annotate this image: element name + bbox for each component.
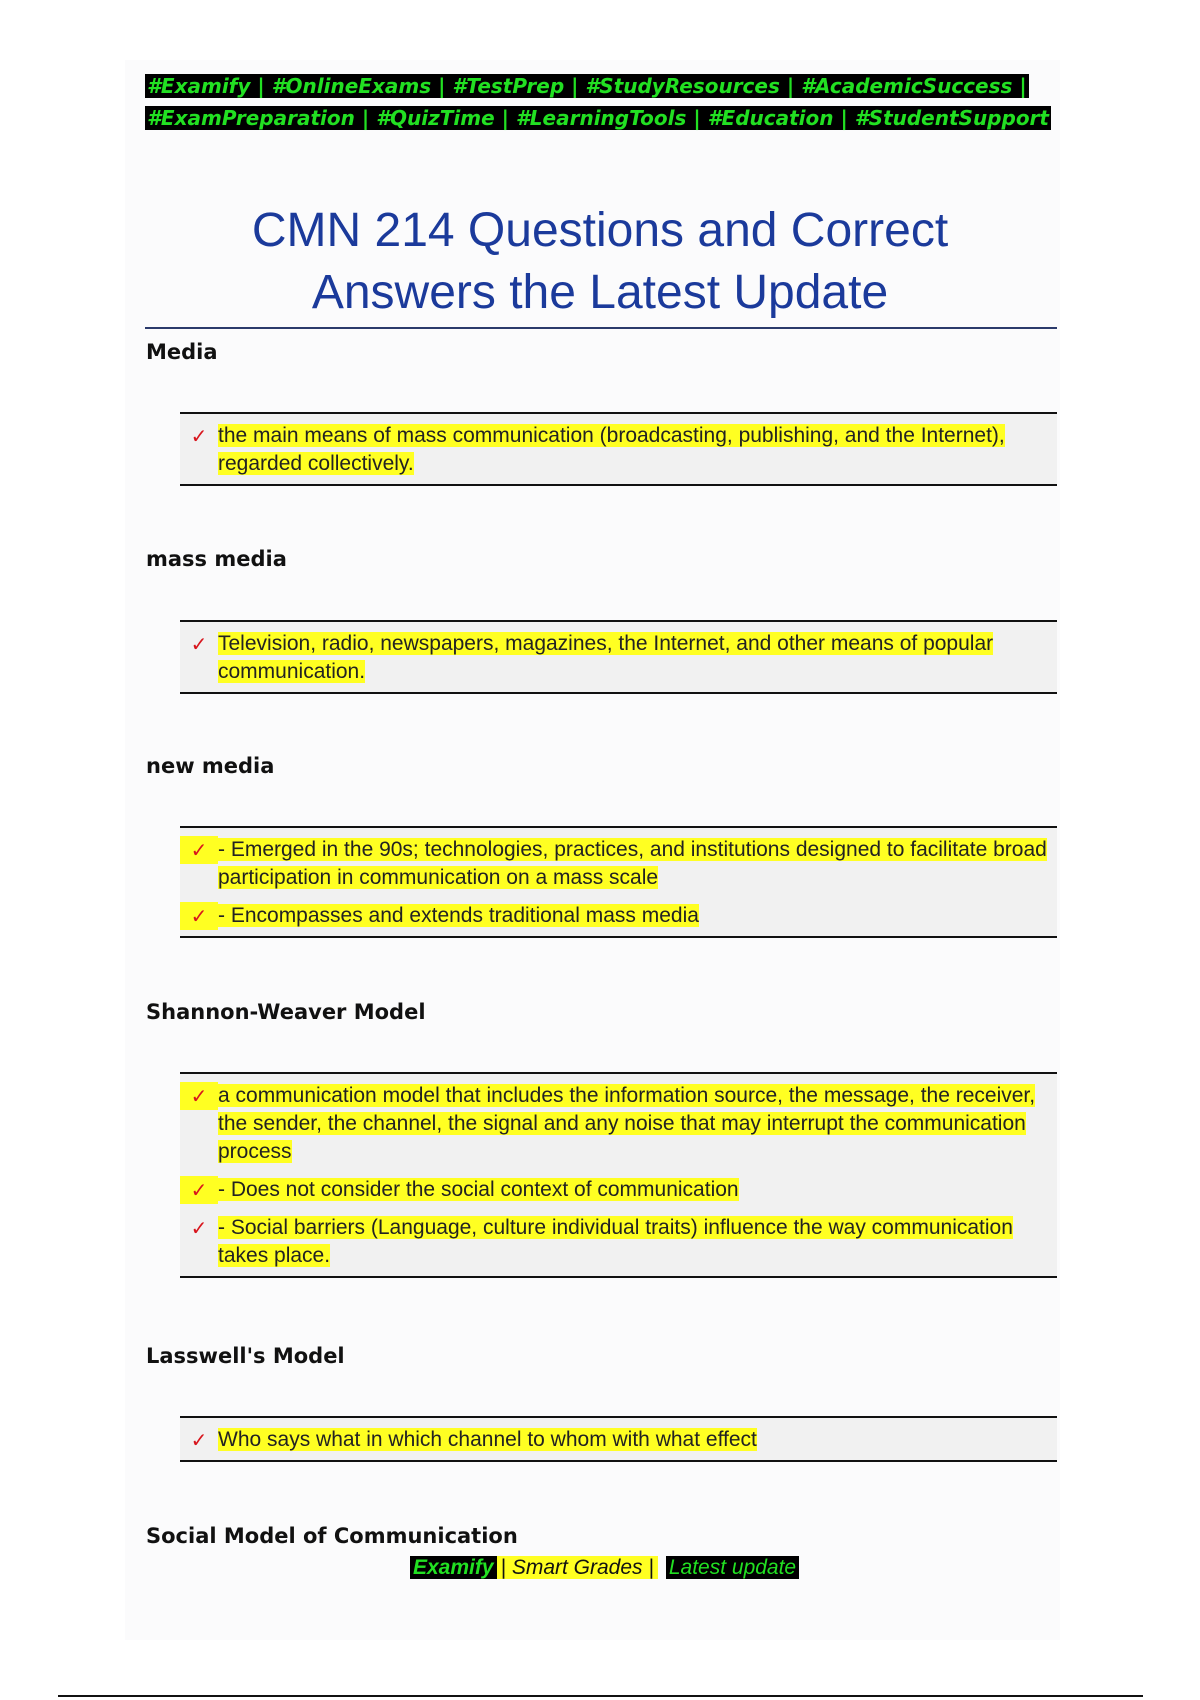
answer-box-new-media <box>180 826 1057 938</box>
answer-item <box>180 836 1057 892</box>
footer-examify: Examify <box>410 1556 497 1579</box>
answer-text: the main means of mass communication (broadcasting, publishing, and the Internet), regarded collectively. <box>218 424 1005 475</box>
answer-item <box>180 1176 1057 1204</box>
hashtag-line-2: #ExamPreparation | #QuizTime | #LearningTools | #Education | #StudentSupport <box>147 106 1049 130</box>
answer-text: a communication model that includes the information source, the message, the receiver, the sender, the channel, the signal and any noise that may interrupt the communication process <box>218 1084 1036 1163</box>
answer-box-media <box>180 412 1057 486</box>
answer-text: - Does not consider the social context of communication <box>218 1178 739 1201</box>
term-new-media: new media <box>146 754 275 778</box>
answer-item <box>180 630 1057 686</box>
check-icon: ✓ <box>190 1216 208 1240</box>
hashtag-line-1: #Examify | #OnlineExams | #TestPrep | #StudyResources | #AcademicSuccess | <box>147 74 1027 98</box>
answer-item <box>180 1214 1057 1270</box>
check-icon: ✓ <box>180 836 218 864</box>
term-social-model: Social Model of Communication <box>146 1524 518 1548</box>
check-icon: ✓ <box>190 632 208 656</box>
term-mass-media: mass media <box>146 547 287 571</box>
term-lasswells-model: Lasswell's Model <box>146 1344 345 1368</box>
check-icon: ✓ <box>180 1176 218 1204</box>
answer-text: Who says what in which channel to whom with what effect <box>218 1428 757 1451</box>
answer-item <box>180 1082 1057 1166</box>
answer-text: - Emerged in the 90s; technologies, practices, and institutions designed to facilitate broad participation in communication on a mass scale <box>218 838 1047 889</box>
page-footer <box>410 1556 799 1580</box>
footer-latest-update: Latest update <box>666 1556 799 1579</box>
answer-text: - Encompasses and extends traditional mass media <box>218 904 699 927</box>
page-title <box>145 200 1055 324</box>
footer-smart-grades: | Smart Grades | <box>497 1556 658 1579</box>
check-icon: ✓ <box>180 1082 218 1110</box>
answer-item <box>180 1426 1057 1454</box>
answer-box-lasswell <box>180 1416 1057 1462</box>
term-shannon-weaver-model: Shannon-Weaver Model <box>146 1000 426 1024</box>
hashtag-banner <box>145 70 1065 134</box>
answer-box-mass-media <box>180 620 1057 694</box>
page-title-line-2: Answers the Latest Update <box>311 266 889 319</box>
answer-text: - Social barriers (Language, culture individual traits) influence the way communication takes place. <box>218 1216 1013 1267</box>
answer-item <box>180 422 1057 478</box>
answer-box-shannon-weaver <box>180 1072 1057 1278</box>
check-icon: ✓ <box>190 1428 208 1452</box>
bottom-divider <box>58 1695 1143 1697</box>
check-icon: ✓ <box>180 902 218 930</box>
title-divider <box>145 327 1057 329</box>
check-icon: ✓ <box>190 424 208 448</box>
answer-item <box>180 902 1057 930</box>
page-title-line-1: CMN 214 Questions and Correct <box>251 204 949 257</box>
answer-text: Television, radio, newspapers, magazines, the Internet, and other means of popular communication. <box>218 632 994 683</box>
term-media: Media <box>146 340 218 364</box>
